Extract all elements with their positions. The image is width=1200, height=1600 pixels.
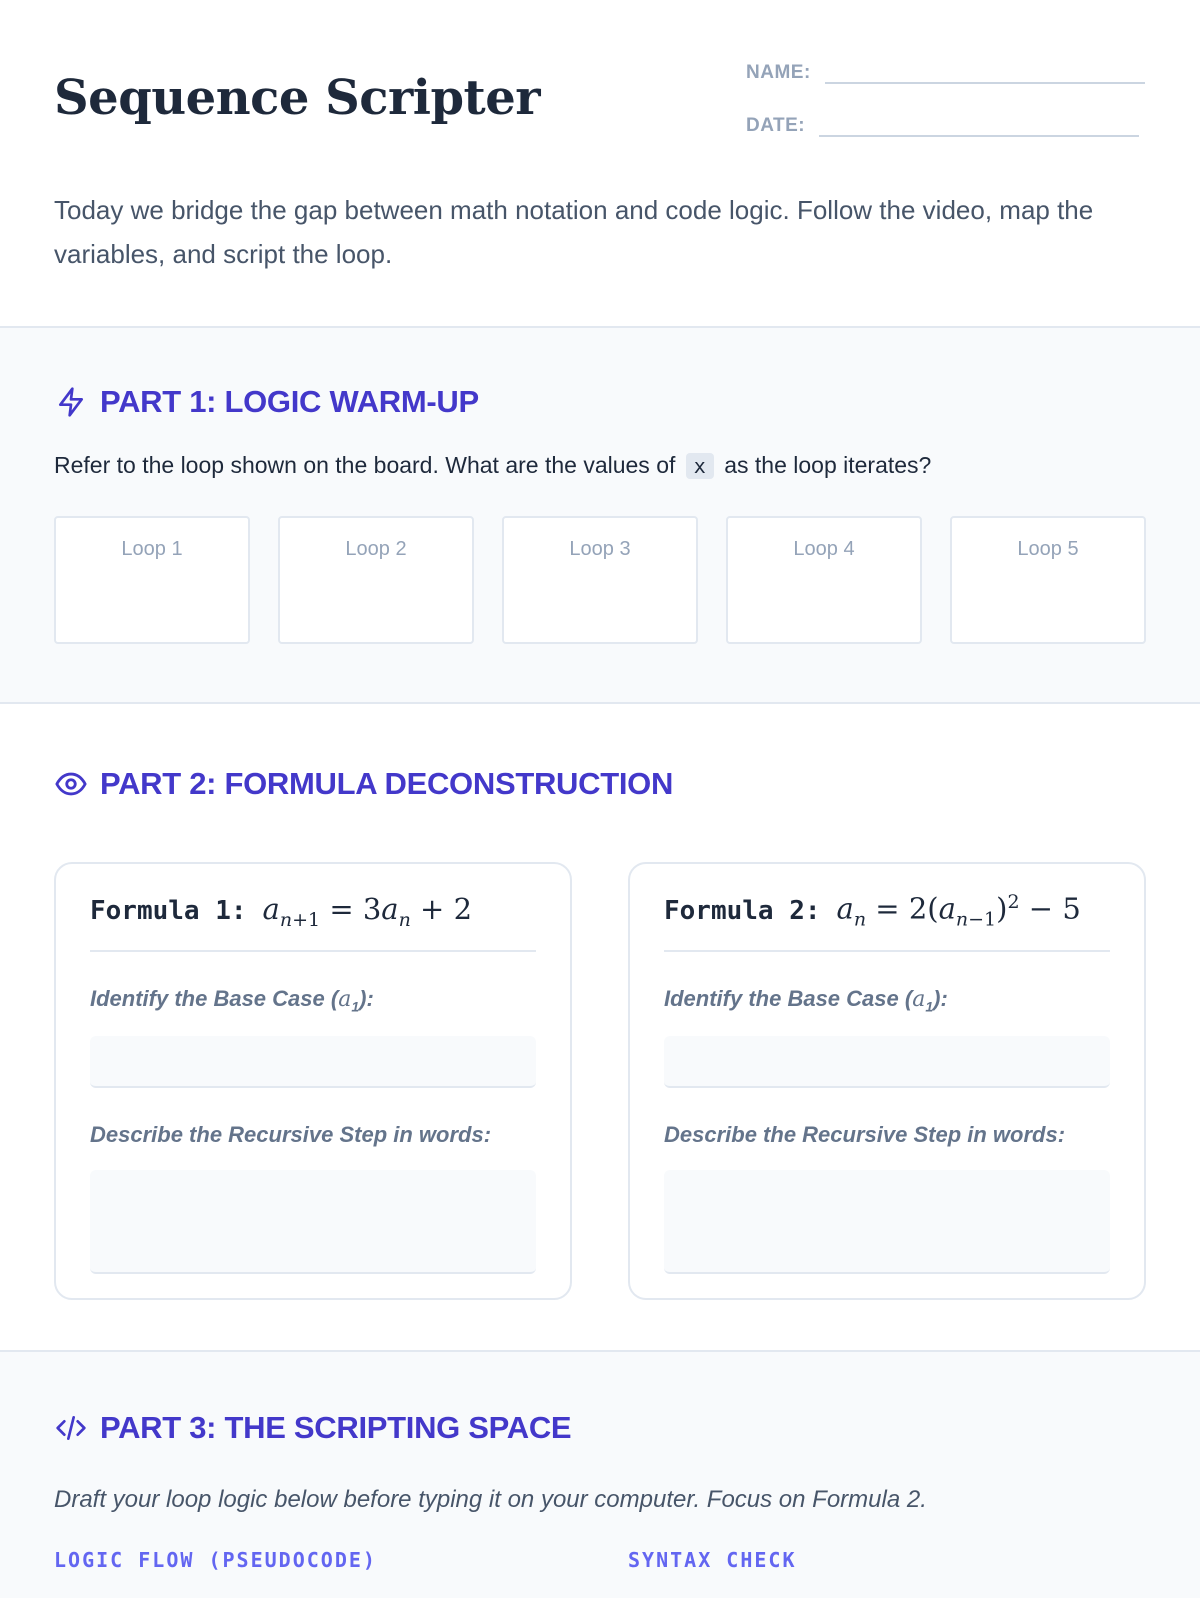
loop-box-2[interactable] [278, 516, 474, 644]
recursive-step-label: Describe the Recursive Step in words: [664, 1122, 1066, 1148]
worksheet-header [0, 0, 1200, 328]
part1-prompt [54, 452, 931, 479]
loop-box-1[interactable] [54, 516, 250, 644]
loop-box-5[interactable] [950, 516, 1146, 644]
part3-description: Draft your loop logic below before typing it on your computer. Focus on Formula 2. [54, 1486, 927, 1513]
formula-expression: $a_n = 2(a_{n-1})^2 - 5$ [836, 891, 1081, 931]
formula-label: Formula 2: [664, 896, 821, 926]
loop-label: Loop 5 [1017, 538, 1079, 560]
formula-header [90, 864, 536, 952]
part3-title: PART 3: THE SCRIPTING SPACE [100, 1410, 572, 1445]
part2-title: PART 2: FORMULA DECONSTRUCTION [100, 766, 674, 801]
part3-section [0, 1352, 1200, 1598]
page-title: Sequence Scripter [54, 70, 541, 126]
recursive-step-label: Describe the Recursive Step in words: [90, 1122, 492, 1148]
base-case-input[interactable] [664, 1036, 1110, 1088]
date-row [746, 115, 1139, 137]
loop-label: Loop 2 [345, 538, 407, 560]
prompt-text-before: Refer to the loop shown on the board. What are the values of [54, 452, 676, 478]
prompt-text-after: as the loop iterates? [724, 452, 932, 478]
base-case-label: Identify the Base Case $(a_1)$: [664, 986, 948, 1015]
base-case-label: Identify the Base Case $(a_1)$: [90, 986, 374, 1015]
formula-expression: $a_{n+1} = 3a_n + 2$ [262, 891, 473, 931]
code-icon [54, 1411, 88, 1445]
formula-header [664, 864, 1110, 952]
loop-label: Loop 4 [793, 538, 855, 560]
part1-section [0, 328, 1200, 704]
base-case-text: Identify the Base Case [664, 986, 899, 1011]
part1-heading [54, 384, 479, 420]
eye-icon [54, 767, 88, 801]
date-field[interactable] [819, 135, 1139, 137]
base-case-input[interactable] [90, 1036, 536, 1088]
loop-label: Loop 3 [569, 538, 631, 560]
variable-chip: x [686, 453, 714, 479]
part1-title: PART 1: LOGIC WARM-UP [100, 384, 479, 419]
name-field[interactable] [825, 82, 1145, 84]
loop-box-3[interactable] [502, 516, 698, 644]
formula-card-2 [628, 862, 1146, 1300]
part3-heading [54, 1410, 571, 1446]
part2-heading [54, 766, 673, 802]
part2-section [0, 704, 1200, 1352]
name-row [746, 62, 1145, 84]
loop-box-4[interactable] [726, 516, 922, 644]
name-label: NAME: [746, 62, 811, 83]
recursive-step-input[interactable] [90, 1170, 536, 1274]
loop-answer-row [54, 516, 1146, 644]
loop-label: Loop 1 [121, 538, 183, 560]
formula-card-1 [54, 862, 572, 1300]
recursive-step-input[interactable] [664, 1170, 1110, 1274]
lightning-icon [54, 385, 88, 419]
date-label: DATE: [746, 115, 806, 136]
formula-label: Formula 1: [90, 896, 247, 926]
syntax-check-heading: SYNTAX CHECK [628, 1548, 797, 1572]
intro-text: Today we bridge the gap between math notation and code logic. Follow the video, map the variables, and script the loop. [54, 195, 1094, 269]
logic-flow-heading: LOGIC FLOW (PSEUDOCODE) [54, 1548, 377, 1572]
base-case-text: Identify the Base Case [90, 986, 325, 1011]
